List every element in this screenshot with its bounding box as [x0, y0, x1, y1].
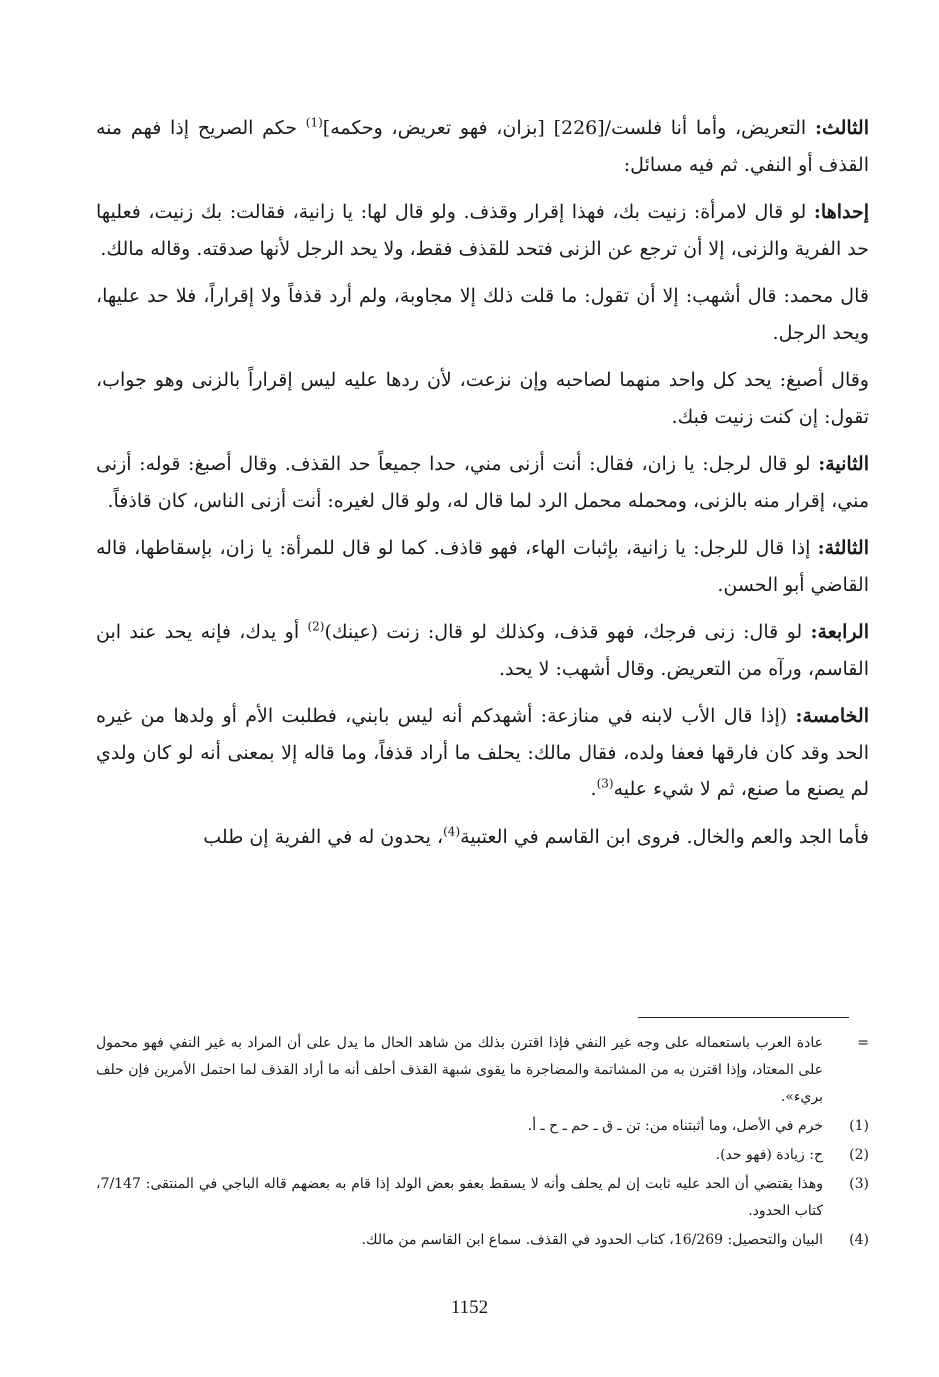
- footnote-reference[interactable]: (4): [443, 824, 461, 839]
- paragraph-text: إذا قال للرجل: يا زانية، بإثبات الهاء، فهو قاذف. كما لو قال للمرأة: يا زان، بإسقاطها، قاله القاضي أبو الحسن.: [96, 537, 869, 596]
- paragraph-text: فأما الجد والعم والخال. فروى ابن القاسم في العتبية: [460, 825, 869, 848]
- paragraph-text: وقال أصبغ: يحد كل واحد منهما لصاحبه وإن نزعت، لأن ردها عليه ليس إقراراً بالزنى وهو جواب، تقول: إن كنت زنيت فبك.: [96, 369, 869, 428]
- footnote-item: [96, 1142, 869, 1169]
- footnote-item: [96, 1030, 869, 1111]
- paragraph-text: لو قال: زنى فرجك، فهو قذف، وكذلك لو قال: زنت (عينك): [324, 621, 811, 643]
- paragraph-text: (إذا قال الأب لابنه في منازعة: أشهدكم أنه ليس بابني، فطلبت الأم أو ولدها من غيره الحد وقد كان فارقها فعفا ولده، فقال مالك: يحلف ما أراد قذفاً، وما قاله إلا بمعنى أنه لو كان ولدي لم يصنع ما صنع، ثم لا شيء عليه: [96, 705, 869, 800]
- paragraph-issue-four: [96, 614, 869, 687]
- paragraph-text: قال محمد: قال أشهب: إلا أن تقول: ما قلت ذلك إلا مجاوبة، ولم أرد قذفاً ولا إقراراً، فلا حد عليها، ويحد الرجل.: [96, 285, 869, 344]
- paragraph-issue-one: [96, 194, 869, 267]
- footnote-text: عادة العرب باستعماله على وجه غير النفي فإذا اقترن بذلك من شاهد الحال ما يدل على أن المراد به غير النفي فهو محمول على المعتاد، وإذا اقترن به من المشاتمة والمضاجرة ما يقوى شبهة القذف أحلف أنه ما أراد القذف لما احتمل الأمرين فإن حلف بريء».: [96, 1035, 823, 1105]
- paragraph-lead: الخامسة:: [795, 705, 869, 727]
- footnote-number: =: [857, 1035, 869, 1051]
- footnote-reference[interactable]: (3): [596, 776, 614, 791]
- main-text: [96, 110, 869, 866]
- footnote-item: [96, 1113, 869, 1140]
- footnote-number: (3): [849, 1176, 869, 1192]
- paragraph-tail: حكم الصريح إذا فهم منه القذف أو النفي. ثم فيه مسائل:: [96, 117, 869, 176]
- paragraph-muhammad: [96, 278, 869, 351]
- footnotes: [96, 1030, 869, 1256]
- paragraph-lead: الرابعة:: [810, 621, 869, 643]
- footnote-text: خرم في الأصل، وما أثبتناه من: تن ـ ق ـ حم ـ ح ـ أ.: [527, 1118, 823, 1134]
- paragraph-text: لو قال لرجل: يا زان، فقال: أنت أزنى مني، حدا جميعاً حد القذف. وقال أصبغ: قوله: أزنى مني، إقرار منه بالزنى، ومحمله محمل الرد لما قال له، ولو قال لغيره: أنت أزنى الناس، كان قاذفاً.: [96, 453, 869, 512]
- paragraph-asbagh: [96, 362, 869, 435]
- page-number: 1152: [450, 1297, 489, 1318]
- footnote-reference[interactable]: (2): [307, 619, 325, 634]
- paragraph-third-section: [96, 110, 869, 183]
- paragraph-text: لو قال لامرأة: زنيت بك، فهذا إقرار وقذف. ولو قال لها: يا زانية، فقالت: بك زنيت، فعليها حد الفرية والزنى، إلا أن ترجع عن الزنى فتحد للقذف فقط، ولا يحد الرجل لأنها صدقته. وقاله مالك.: [96, 201, 869, 260]
- paragraph-lead: الثالثة:: [817, 537, 869, 559]
- paragraph-text: التعريض، وأما أنا فلست/[226] [بزان، فهو تعريض، وحكمه]: [322, 117, 815, 139]
- footnote-divider: [638, 1017, 849, 1018]
- paragraph-lead: إحداها:: [813, 201, 869, 223]
- paragraph-issue-two: [96, 446, 869, 519]
- footnote-number: (2): [849, 1147, 869, 1163]
- paragraph-issue-three: [96, 530, 869, 603]
- paragraph-lead: الثالث:: [814, 117, 870, 139]
- footnote-item: [96, 1227, 869, 1254]
- paragraph-grandfather: [96, 819, 869, 856]
- footnote-number: (1): [849, 1118, 869, 1134]
- footnote-number: (4): [849, 1232, 869, 1248]
- footnote-reference[interactable]: (1): [305, 115, 323, 130]
- paragraph-tail: أو يدك، فإنه يحد عند ابن القاسم، ورآه من التعريض. وقال أشهب: لا يحد.: [96, 621, 869, 680]
- paragraph-lead: الثانية:: [818, 453, 869, 475]
- paragraph-issue-five: [96, 698, 869, 808]
- footnote-text: ح: زيادة (فهو حد).: [715, 1147, 823, 1163]
- paragraph-tail: .: [590, 778, 597, 800]
- footnote-text: البيان والتحصيل: 16/269، كتاب الحدود في القذف. سماع ابن القاسم من مالك.: [361, 1232, 823, 1248]
- paragraph-tail: ، يحدون له في الفرية إن طلب: [203, 825, 444, 848]
- footnote-item: [96, 1171, 869, 1225]
- footnote-text: وهذا يقتضي أن الحد عليه ثابت إن لم يحلف وأنه لا يسقط بعفو بعض الولد إذا قام به بعضهم قاله الباجي في المنتقى: 7/147، كتاب الحدود.: [96, 1176, 823, 1219]
